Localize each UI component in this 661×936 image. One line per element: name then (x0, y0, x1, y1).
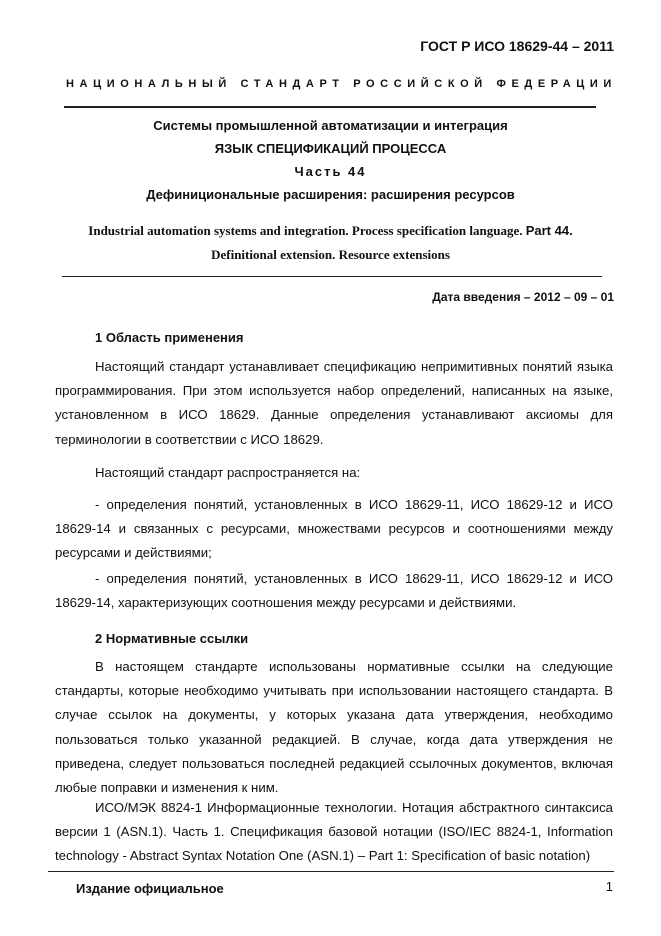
title-series: Системы промышленной автоматизации и интеграция (153, 118, 508, 133)
english-title-line2: Definitional extension. Resource extensions (211, 247, 450, 262)
section-2-reference: ИСО/МЭК 8824-1 Информационные технологии. Нотация абстрактного синтаксиса версии 1 (ASN.1). Часть 1. Спецификация базовой нотации (ISO/IEC 8824-1, Information technology - Abstract Syntax Notation One (ASN.1) – Part 1: Specification of basic notation) (55, 800, 613, 864)
footer-divider (48, 871, 614, 872)
national-standard-banner: НАЦИОНАЛЬНЫЙ СТАНДАРТ РОССИЙСКОЙ ФЕДЕРАЦИИ (66, 78, 617, 90)
edition-label: Издание официальное (76, 881, 224, 896)
section-1-list-item: - определения понятий, установленных в ИСО 18629-11, ИСО 18629-12 и ИСО 18629-14, характеризующих соотношения между ресурсами и действиями. (55, 571, 613, 611)
english-title-part: Part 44. (525, 223, 573, 238)
title-part: Часть 44 (294, 164, 367, 179)
section-2-paragraph: В настоящем стандарте использованы нормативные ссылки на следующие стандарты, которые необходимо учитывать при использовании настоящего стандарта. В случае ссылок на документы, у которых указана дата утверждения, необходимо пользоваться только указанной редакцией. В случае, когда дата утверждения не приведена, следует пользоваться последней редакцией ссылочных документов, включая любые поправки и изменения к ним. (55, 659, 613, 796)
title-language: ЯЗЫК СПЕЦИФИКАЦИЙ ПРОЦЕССА (214, 141, 447, 156)
page-number: 1 (605, 879, 613, 894)
english-title-main: Industrial automation systems and integration. Process specification language. (88, 223, 523, 238)
introduction-date: Дата введения – 2012 – 09 – 01 (432, 290, 614, 304)
section-1-list-item: - определения понятий, установленных в ИСО 18629-11, ИСО 18629-12 и ИСО 18629-14 и связанных с ресурсами, множествами ресурсов и соотношениями между ресурсами и действиями; (55, 497, 613, 561)
section-2-heading: 2 Нормативные ссылки (95, 631, 249, 646)
english-title-line1 (0, 223, 661, 239)
section-1-paragraph: Настоящий стандарт распространяется на: (95, 465, 361, 480)
title-divider (62, 276, 602, 277)
section-1-heading: 1 Область применения (95, 330, 244, 345)
section-1-paragraph: Настоящий стандарт устанавливает спецификацию непримитивных понятий языка программирования. При этом используется набор определений, написанных на языке, установленном в ИСО 18629. Данные определения устанавливают аксиомы для терминологии в соответствии с ИСО 18629. (55, 359, 613, 447)
document-code: ГОСТ Р ИСО 18629-44 – 2011 (420, 38, 614, 54)
title-subtitle: Дефинициональные расширения: расширения ресурсов (146, 187, 515, 202)
header-divider (64, 106, 596, 108)
